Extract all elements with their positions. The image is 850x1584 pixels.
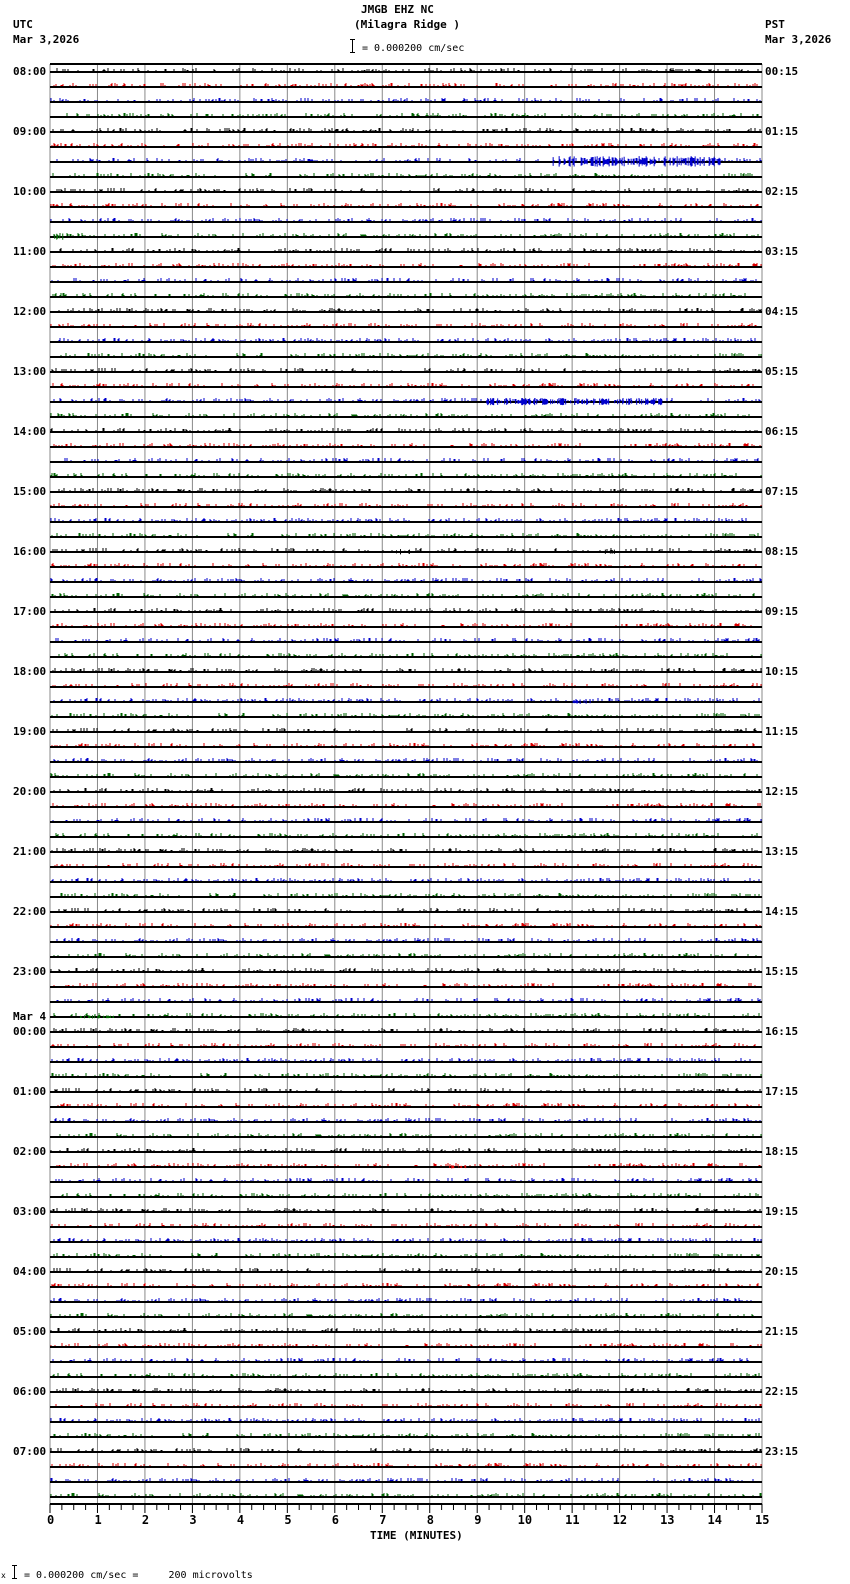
- pst-hour-label: 17:15: [765, 1085, 799, 1098]
- trace-noise: [51, 578, 761, 581]
- trace-noise: [61, 893, 759, 896]
- trace-noise: [56, 638, 759, 641]
- x-tick-label: 14: [707, 1513, 722, 1527]
- trace-noise: [54, 233, 758, 236]
- pst-hour-label: 13:15: [765, 845, 799, 858]
- trace-noise: [51, 773, 757, 776]
- utc-hour-label: 16:00: [13, 545, 47, 558]
- trace-noise: [51, 323, 756, 326]
- trace-noise: [56, 1403, 761, 1406]
- trace-noise: [53, 128, 760, 131]
- trace-noise: [54, 953, 756, 956]
- trace-noise: [52, 593, 754, 596]
- trace-noise: [54, 1253, 759, 1256]
- utc-hour-label: 23:00: [13, 965, 47, 978]
- trace-noise: [53, 668, 761, 671]
- utc-hour-label: 02:00: [13, 1145, 47, 1158]
- trace-noise: [54, 758, 757, 761]
- footer-scale-note: = 0.000200 cm/sec = 200 microvolts: [24, 1570, 253, 1581]
- pst-hour-label: 12:15: [765, 785, 799, 798]
- trace-noise: [61, 353, 761, 356]
- trace-noise: [53, 263, 761, 266]
- trace-noise: [52, 563, 756, 566]
- trace-noise: [54, 788, 760, 791]
- trace-noise: [51, 1343, 761, 1346]
- trace-noise: [57, 188, 756, 191]
- utc-hour-label: 03:00: [13, 1205, 47, 1218]
- trace-noise: [67, 113, 758, 116]
- trace-noise: [60, 248, 759, 251]
- footer-prefix: x: [1, 1571, 6, 1580]
- trace-noise: [59, 908, 759, 911]
- utc-date-label: Mar 3,2026: [13, 33, 80, 46]
- pst-date-label: Mar 3,2026: [765, 33, 832, 46]
- trace-noise: [57, 998, 760, 1001]
- x-tick-label: 15: [755, 1513, 770, 1527]
- x-axis-title: TIME (MINUTES): [370, 1529, 463, 1542]
- utc-hour-label: 18:00: [13, 665, 47, 678]
- x-tick-label: 4: [236, 1513, 245, 1527]
- x-tick-label: 5: [284, 1513, 292, 1527]
- trace-noise: [51, 218, 761, 221]
- trace-noise: [56, 1178, 757, 1181]
- trace-noise: [65, 458, 758, 461]
- trace-noise: [51, 98, 760, 101]
- trace-noise: [51, 1448, 761, 1451]
- trace-noise: [52, 848, 757, 851]
- trace-noise: [59, 338, 755, 341]
- trace-noise: [53, 1358, 748, 1361]
- pst-hour-label: 15:15: [765, 965, 799, 978]
- x-tick-label: 11: [565, 1513, 580, 1527]
- trace-noise: [55, 1118, 760, 1121]
- utc-hour-label: 19:00: [13, 725, 47, 738]
- trace-noise: [53, 728, 756, 731]
- x-tick-label: 10: [517, 1513, 533, 1527]
- trace-noise: [52, 878, 759, 881]
- utc-hour-label: 15:00: [13, 485, 47, 498]
- trace-noise: [54, 1433, 759, 1436]
- trace-noise: [60, 1133, 761, 1136]
- pst-hour-label: 22:15: [765, 1385, 799, 1398]
- trace-noise: [52, 713, 759, 716]
- trace-noise: [54, 83, 757, 86]
- trace-noise: [62, 1193, 758, 1196]
- trace-noise: [52, 533, 758, 536]
- utc-hour-label: 04:00: [13, 1265, 47, 1278]
- trace-noise: [55, 1088, 760, 1091]
- trace-noise: [53, 803, 760, 806]
- trace-noise: [57, 938, 760, 941]
- date-change-label: Mar 4: [13, 1010, 47, 1023]
- x-tick-label: 12: [612, 1513, 628, 1527]
- trace-noise: [51, 413, 749, 416]
- trace-noise: [59, 488, 761, 491]
- site-name: (Milagra Ridge ): [354, 18, 460, 31]
- trace-noise: [51, 1418, 759, 1421]
- utc-hour-label: 09:00: [13, 125, 47, 138]
- trace-noise: [59, 308, 761, 311]
- trace-noise: [51, 1148, 756, 1151]
- utc-hour-label: 13:00: [13, 365, 47, 378]
- trace-noise: [52, 1463, 761, 1466]
- trace-noise: [54, 1268, 760, 1271]
- utc-hour-label: 21:00: [13, 845, 47, 858]
- utc-hour-label: 14:00: [13, 425, 47, 438]
- trace-noise: [51, 518, 746, 521]
- pst-hour-label: 08:15: [765, 545, 799, 558]
- pst-hour-label: 11:15: [765, 725, 799, 738]
- trace-noise: [51, 1313, 753, 1316]
- x-tick-label: 6: [331, 1513, 340, 1527]
- x-tick-label: 2: [141, 1513, 150, 1527]
- trace-noise: [51, 1478, 753, 1481]
- utc-hour-label: 22:00: [13, 905, 47, 918]
- pst-zone-label: PST: [765, 18, 785, 31]
- trace-noise: [51, 1493, 761, 1496]
- trace-noise: [54, 698, 759, 701]
- x-tick-label: 1: [94, 1513, 102, 1527]
- trace-noise: [53, 173, 752, 176]
- utc-hour-label: 06:00: [13, 1385, 47, 1398]
- trace-noise: [52, 278, 756, 281]
- trace-noise: [51, 428, 757, 431]
- pst-hour-label: 05:15: [765, 365, 799, 378]
- utc-hour-label: 17:00: [13, 605, 47, 618]
- trace-noise: [56, 833, 757, 836]
- trace-noise: [54, 1238, 761, 1241]
- pst-hour-label: 02:15: [765, 185, 799, 198]
- trace-noise: [55, 608, 761, 611]
- utc-hour-label: 07:00: [13, 1445, 47, 1458]
- trace-noise: [53, 548, 755, 551]
- trace-noise: [53, 1373, 759, 1376]
- trace-noise: [52, 1058, 750, 1061]
- trace-noise: [58, 1103, 759, 1106]
- utc-hour-label: 12:00: [13, 305, 47, 318]
- x-tick-label: 8: [426, 1513, 434, 1527]
- trace-noise: [51, 923, 760, 926]
- utc-hour-label: 08:00: [13, 65, 47, 78]
- x-tick-label: 13: [660, 1513, 675, 1527]
- pst-hour-label: 03:15: [765, 245, 799, 258]
- utc-zone-label: UTC: [13, 18, 33, 31]
- pst-hour-label: 04:15: [765, 305, 799, 318]
- trace-noise: [54, 1028, 759, 1031]
- pst-hour-label: 06:15: [765, 425, 799, 438]
- trace-noise: [59, 653, 761, 656]
- utc-hour-label: 11:00: [13, 245, 47, 258]
- pst-hour-label: 14:15: [765, 905, 799, 918]
- trace-noise: [53, 623, 751, 626]
- x-tick-label: 9: [474, 1513, 482, 1527]
- trace-noise: [52, 143, 757, 146]
- trace-noise: [53, 383, 753, 386]
- trace-noise: [51, 1328, 761, 1331]
- trace-noise: [54, 1013, 759, 1016]
- pst-hour-label: 19:15: [765, 1205, 799, 1218]
- utc-hour-label: 10:00: [13, 185, 47, 198]
- trace-noise: [57, 68, 758, 71]
- trace-noise: [51, 473, 761, 476]
- utc-hour-label: 00:00: [13, 1025, 47, 1038]
- trace-noise: [53, 683, 761, 686]
- trace-noise: [53, 818, 761, 821]
- footer-scale-bar-icon: [12, 1565, 17, 1579]
- pst-hour-label: 01:15: [765, 125, 799, 138]
- x-tick-label: 3: [189, 1513, 197, 1527]
- pst-hour-label: 09:15: [765, 605, 799, 618]
- trace-noise: [57, 1388, 761, 1391]
- trace-noise: [51, 503, 761, 506]
- station-title: JMGB EHZ NC: [361, 3, 434, 16]
- trace-noise: [52, 1223, 759, 1226]
- utc-hour-label: 05:00: [13, 1325, 47, 1338]
- trace-noise: [53, 293, 745, 296]
- trace-noise: [51, 1208, 760, 1211]
- scale-label: = 0.000200 cm/sec: [362, 43, 465, 54]
- pst-hour-label: 21:15: [765, 1325, 799, 1338]
- utc-hour-label: 20:00: [13, 785, 47, 798]
- pst-hour-label: 20:15: [765, 1265, 799, 1278]
- trace-noise: [52, 1283, 758, 1286]
- pst-hour-label: 16:15: [765, 1025, 799, 1038]
- trace-noise: [52, 743, 754, 746]
- trace-noise: [51, 968, 759, 971]
- trace-noise: [54, 443, 760, 446]
- x-tick-label: 7: [379, 1513, 387, 1527]
- trace-noise: [52, 1043, 755, 1046]
- trace-noise: [52, 368, 760, 371]
- x-tick-label: 0: [47, 1513, 55, 1527]
- pst-hour-label: 18:15: [765, 1145, 799, 1158]
- trace-noise: [55, 863, 756, 866]
- utc-hour-label: 01:00: [13, 1085, 47, 1098]
- pst-hour-label: 23:15: [765, 1445, 799, 1458]
- pst-hour-label: 07:15: [765, 485, 799, 498]
- trace-noise: [57, 1163, 760, 1166]
- pst-hour-label: 10:15: [765, 665, 799, 678]
- trace-noise: [54, 983, 755, 986]
- trace-noise: [52, 1073, 761, 1076]
- trace-noise: [51, 1298, 751, 1301]
- pst-hour-label: 00:15: [765, 65, 799, 78]
- trace-noise: [51, 203, 758, 206]
